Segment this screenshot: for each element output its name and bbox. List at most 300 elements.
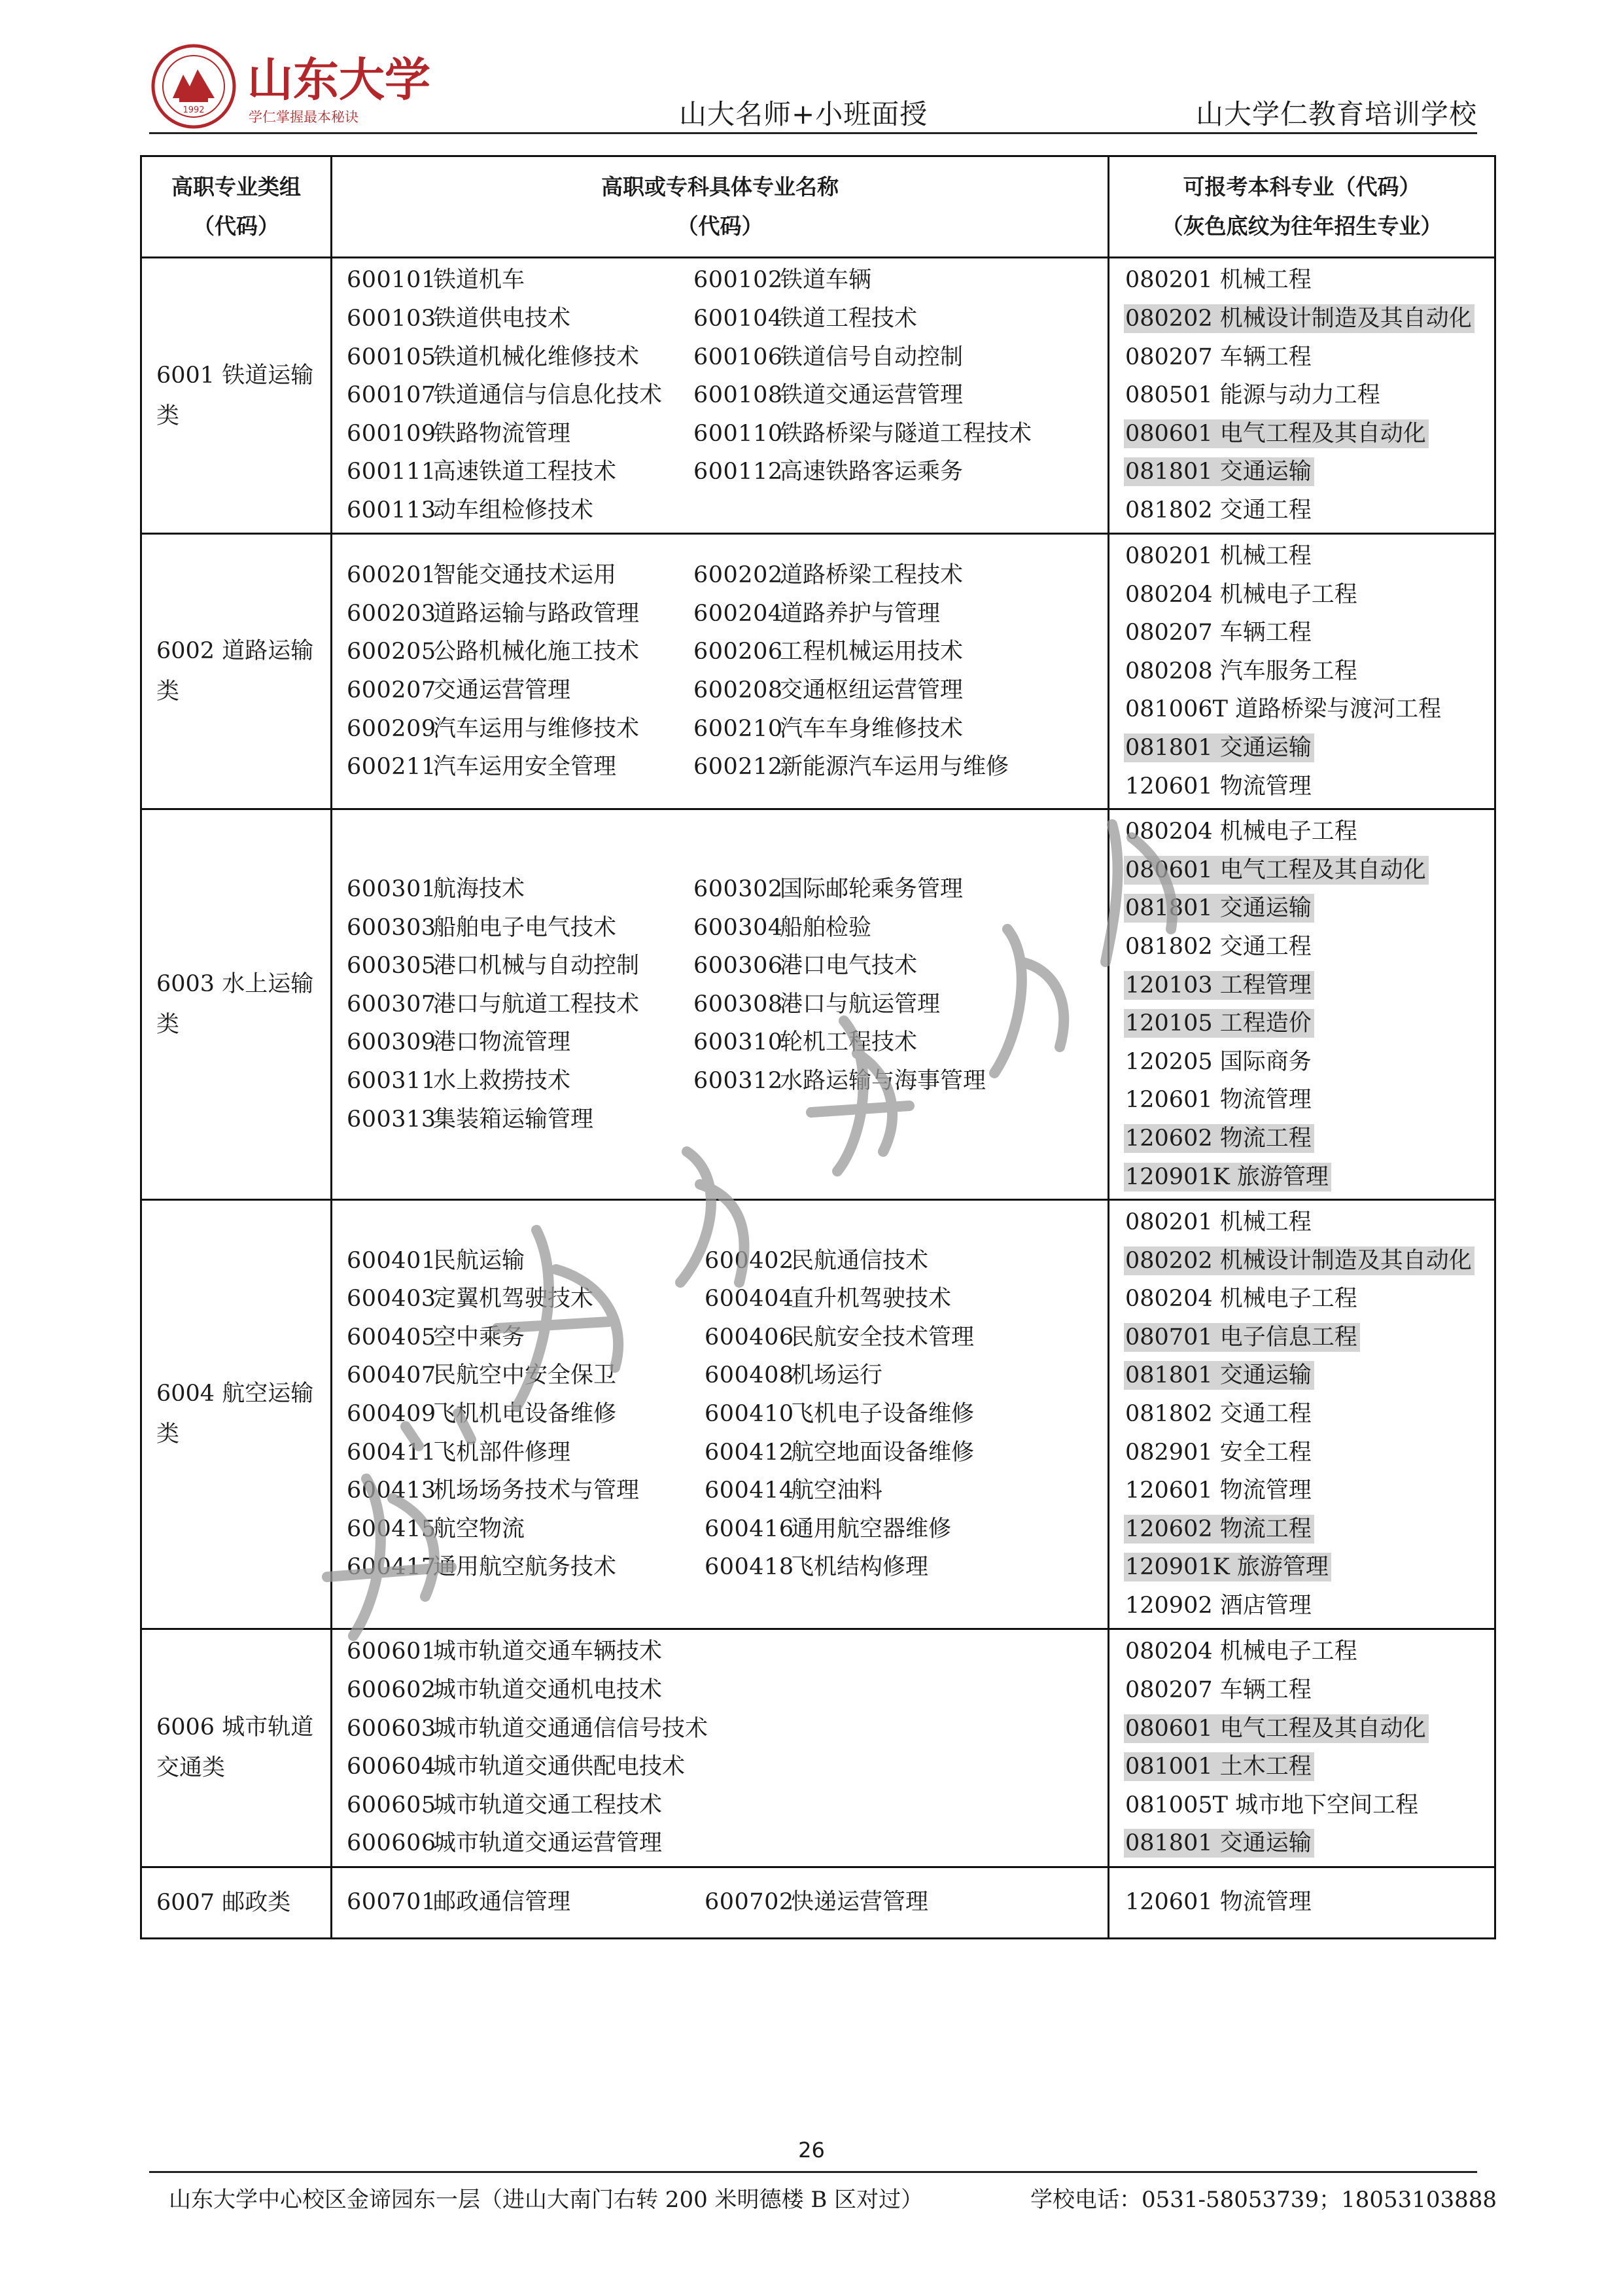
major-code: 600110 [693,420,783,447]
major-name: 邮政通信管理 [433,1889,571,1916]
target-major-text: 120602 物流工程 [1124,1515,1314,1544]
major-name: 智能交通技术运用 [433,562,617,589]
target-major-text: 080601 电气工程及其自动化 [1124,419,1429,448]
major-code: 600411 [347,1439,436,1466]
table-row [141,1200,1495,1629]
targets-cell [1109,258,1495,534]
major-code: 600212 [693,754,783,781]
major-name: 工程机械运用技术 [780,639,964,665]
target-major-text: 080202 机械设计制造及其自动化 [1124,304,1475,333]
major-item [693,595,1112,633]
target-major [1124,491,1494,530]
major-name: 空中乘务 [433,1324,525,1351]
target-major-text: 080201 机械工程 [1125,267,1312,294]
group-label: 6006 城市轨道 [156,1714,314,1741]
target-major-text: 080207 车辆工程 [1125,1676,1312,1703]
major-code: 600402 [705,1247,794,1274]
major-name: 铁道机车 [433,267,525,294]
major-name: 城市轨道交通车辆技术 [433,1638,663,1665]
major-code: 600602 [347,1676,436,1703]
target-major [1124,652,1494,691]
header-divider [149,132,1477,134]
major-item [347,748,693,786]
target-major-text: 120103 工程管理 [1124,971,1314,1000]
target-major-shaded [1124,1710,1494,1748]
table-row [141,534,1495,809]
majors-cell [332,534,1109,809]
target-major-shaded [1124,300,1494,338]
majors-cell [332,809,1109,1200]
footer-divider [149,2171,1477,2173]
table-row [141,1629,1495,1867]
major-name: 飞机部件修理 [433,1439,571,1466]
major-name: 道路桥梁工程技术 [780,562,964,589]
major-name: 城市轨道交通机电技术 [433,1676,663,1703]
target-major-text: 081801 交通运输 [1124,1361,1314,1390]
major-name: 航空物流 [433,1515,525,1542]
major-code: 600603 [347,1715,436,1742]
major-code: 600601 [347,1638,436,1665]
target-major-shaded [1124,1158,1494,1197]
target-major-text: 120601 物流管理 [1125,1477,1312,1504]
major-code: 600313 [347,1106,436,1133]
target-major-text: 120602 物流工程 [1124,1124,1314,1153]
major-code: 600311 [347,1068,436,1095]
major-item [347,261,693,300]
major-name: 道路运输与路政管理 [433,600,640,627]
target-major [1124,614,1494,652]
majors-cell [332,1867,1109,1938]
major-code: 600207 [347,677,436,704]
table-row [141,258,1495,534]
major-code: 600112 [693,459,783,486]
target-major [1124,338,1494,377]
major-code: 600413 [347,1477,436,1504]
major-name: 民航通信技术 [791,1247,929,1274]
major-name: 铁道供电技术 [433,306,571,332]
major-code: 600107 [347,382,436,409]
col-header-group-line2: （代码） [193,213,279,239]
target-major-shaded [1124,1004,1494,1043]
group-cell [141,1867,332,1938]
major-name: 铁道信号自动控制 [780,344,964,370]
major-item [347,415,693,453]
major-item [347,556,693,595]
group-label: 6001 铁道运输 [156,362,314,389]
major-item [693,947,1112,985]
table-row [141,1867,1495,1938]
target-major-shaded [1124,889,1494,928]
major-name: 机场场务技术与管理 [433,1477,640,1504]
group-label: 类 [156,1012,180,1038]
targets-list [1109,1881,1494,1924]
target-major-text: 081802 交通工程 [1125,933,1312,960]
targets-cell [1109,534,1495,809]
col-header-majors-line1: 高职或专科具体专业名称 [601,174,839,200]
major-code: 600105 [347,344,436,370]
major-code: 600415 [347,1515,436,1542]
major-name: 飞机机电设备维修 [433,1401,617,1428]
major-name: 铁道机械化维修技术 [433,344,640,370]
target-major-shaded [1124,1510,1494,1549]
target-major [1124,813,1494,851]
header-school-name: 山大学仁教育培训学校 [1195,98,1477,130]
major-name: 船舶电子电气技术 [433,914,617,941]
major-code: 600418 [705,1554,794,1581]
targets-list [1109,535,1494,808]
group-label: 6007 邮政类 [156,1889,291,1916]
target-major [1124,1472,1494,1510]
major-item [705,1242,1112,1280]
major-name: 航海技术 [433,876,525,903]
major-name: 新能源汽车运用与维修 [780,754,1009,781]
target-major-text: 120601 物流管理 [1125,1889,1312,1916]
group-label: 类 [156,1421,180,1448]
major-code: 600409 [347,1401,436,1428]
major-name: 港口与航运管理 [780,991,941,1017]
major-code: 600102 [693,267,783,294]
major-item [347,376,693,415]
majors-list [332,1242,1108,1587]
major-code: 600104 [693,306,783,332]
major-item [693,1023,1112,1062]
target-major [1124,1633,1494,1671]
major-code: 600204 [693,600,783,627]
majors-list [332,870,1108,1139]
group-cell [141,1629,332,1867]
major-name: 高速铁道工程技术 [433,459,617,486]
major-name: 水上救捞技术 [433,1068,571,1095]
major-code: 600208 [693,677,783,704]
major-item [693,415,1112,453]
major-name: 水路运输与海事管理 [780,1068,986,1095]
major-name: 交通运营管理 [433,677,571,704]
major-name: 汽车车身维修技术 [780,715,964,742]
major-item [693,909,1112,947]
header-slogan: 山大名师+小班面授 [679,98,928,130]
major-code: 600308 [693,991,783,1017]
major-item [347,1356,705,1395]
col-header-majors-line2: （代码） [676,213,763,239]
major-code: 600211 [347,754,436,781]
major-item [693,710,1112,749]
major-code: 600305 [347,953,436,980]
major-code: 600303 [347,914,436,941]
major-item [347,453,693,491]
target-major-text: 081005T 城市地下空间工程 [1125,1792,1419,1818]
target-major-text: 081801 交通运输 [1124,457,1314,486]
major-item [347,1318,705,1357]
major-item [347,1710,1106,1748]
major-code: 600106 [693,344,783,370]
majors-cell [332,1629,1109,1867]
major-name: 铁道交通运营管理 [780,382,964,409]
major-item [347,633,693,671]
major-name: 飞机结构修理 [791,1554,929,1581]
major-code: 600103 [347,306,436,332]
col-header-group [141,156,332,258]
target-major-shaded [1124,966,1494,1005]
target-major-text: 120902 酒店管理 [1125,1593,1312,1619]
major-item [705,1318,1112,1357]
major-code: 600307 [347,991,436,1017]
col-header-targets [1109,156,1495,258]
target-major-text: 080207 车辆工程 [1125,344,1312,370]
target-major [1124,261,1494,300]
major-name: 航空地面设备维修 [791,1439,975,1466]
major-name: 直升机驾驶技术 [791,1286,952,1313]
major-item [693,261,1112,300]
major-item [347,1548,705,1587]
major-item [347,1395,705,1434]
major-code: 600205 [347,639,436,665]
majors-list [332,556,1108,786]
major-code: 600304 [693,914,783,941]
major-item [705,1395,1112,1434]
target-major [1124,1883,1494,1922]
major-code: 600701 [347,1889,436,1916]
major-code: 600410 [705,1401,794,1428]
major-code: 600408 [705,1362,794,1389]
target-major [1124,1081,1494,1120]
major-item [347,338,693,377]
major-code: 600301 [347,876,436,903]
majors-list [332,1633,1108,1863]
major-name: 通用航空航务技术 [433,1554,617,1581]
major-item [347,671,693,710]
major-item [705,1280,1112,1318]
major-code: 600401 [347,1247,436,1274]
major-item [705,1510,1112,1549]
major-item [693,556,1112,595]
target-major-shaded [1124,453,1494,491]
major-code: 600604 [347,1754,436,1780]
target-major-text: 080202 机械设计制造及其自动化 [1124,1246,1475,1275]
group-label: 类 [156,402,180,429]
major-item [705,1883,1112,1922]
majors-cell [332,1200,1109,1629]
col-header-targets-line1: 可报考本科专业（代码） [1183,174,1421,200]
targets-cell [1109,809,1495,1200]
major-item [693,376,1112,415]
targets-cell [1109,1629,1495,1867]
major-name: 铁道工程技术 [780,306,918,332]
footer-phone: 学校电话：0531-58053739；18053103888 [1030,2187,1497,2213]
major-name: 集装箱运输管理 [433,1106,594,1133]
major-name: 铁道通信与信息化技术 [433,382,663,409]
target-major-text: 080204 机械电子工程 [1125,819,1357,845]
svg-text:学仁掌握最本秘诀: 学仁掌握最本秘诀 [249,109,358,125]
svg-text:山东大学: 山东大学 [247,52,430,107]
target-major-text: 081802 交通工程 [1125,1401,1312,1428]
major-code: 600202 [693,562,783,589]
major-item [693,1062,1112,1101]
major-name: 定翼机驾驶技术 [433,1286,594,1313]
table-row [141,809,1495,1200]
target-major-shaded [1124,415,1494,453]
target-major-text: 080501 能源与动力工程 [1125,382,1380,409]
table-body [141,258,1495,1939]
targets-list [1109,1630,1494,1865]
targets-list [1109,258,1494,532]
target-major-text: 120601 物流管理 [1125,773,1312,800]
major-item [347,909,693,947]
major-code: 600417 [347,1554,436,1581]
major-item [347,300,693,338]
target-major-text: 080201 机械工程 [1125,543,1312,569]
group-cell [141,1200,332,1629]
major-code: 600412 [705,1439,794,1466]
page-header [149,38,1477,135]
major-code: 600302 [693,876,783,903]
targets-cell [1109,1867,1495,1938]
target-major-text: 080204 机械电子工程 [1125,1638,1357,1665]
major-name: 道路养护与管理 [780,600,941,627]
target-major-text: 080701 电子信息工程 [1124,1323,1360,1352]
major-item [693,453,1112,491]
group-label: 交通类 [156,1755,226,1782]
table-header-row [141,156,1495,258]
major-code: 600206 [693,639,783,665]
major-name: 民航安全技术管理 [791,1324,975,1351]
target-major [1124,1043,1494,1082]
major-name: 港口机械与自动控制 [433,953,640,980]
target-major-shaded [1124,851,1494,890]
target-major [1124,537,1494,576]
target-major-shaded [1124,1318,1494,1357]
major-item [347,1101,693,1139]
major-code: 600109 [347,420,436,447]
major-item [347,1824,1106,1863]
major-name: 铁路物流管理 [433,420,571,447]
major-code: 600201 [347,562,436,589]
major-code: 600406 [705,1324,794,1351]
target-major [1124,690,1494,729]
target-major-text: 081801 交通运输 [1124,733,1314,762]
target-major [1124,376,1494,415]
major-name: 港口与航道工程技术 [433,991,640,1017]
major-item [347,1434,705,1472]
major-item [705,1548,1112,1587]
major-name: 城市轨道交通工程技术 [433,1792,663,1818]
major-name: 动车组检修技术 [433,497,594,523]
major-code: 600310 [693,1029,783,1056]
major-name: 城市轨道交通通信信号技术 [433,1715,708,1742]
target-major [1124,1395,1494,1434]
major-item [347,985,693,1024]
major-item [693,633,1112,671]
major-item [705,1472,1112,1510]
major-code: 600702 [705,1889,794,1916]
major-item [693,338,1112,377]
major-code: 600306 [693,953,783,980]
target-major [1124,1587,1494,1625]
target-major-text: 120205 国际商务 [1125,1048,1312,1075]
group-label: 6003 水上运输 [156,971,314,998]
target-major-text: 081006T 道路桥梁与渡河工程 [1125,696,1442,723]
major-code: 600414 [705,1477,794,1504]
majors-cell [332,258,1109,534]
major-item [705,1356,1112,1395]
group-cell [141,534,332,809]
major-name: 船舶检验 [780,914,872,941]
major-name: 轮机工程技术 [780,1029,918,1056]
major-name: 汽车运用安全管理 [433,754,617,781]
group-label: 6004 航空运输 [156,1381,314,1407]
target-major-text: 081802 交通工程 [1125,497,1312,523]
targets-list [1109,1201,1494,1628]
major-item [693,985,1112,1024]
major-code: 600605 [347,1792,436,1818]
major-item [347,1786,1106,1825]
major-code: 600403 [347,1286,436,1313]
target-major [1124,1434,1494,1472]
major-item [347,1671,1106,1710]
major-code: 600312 [693,1068,783,1095]
major-code: 600416 [705,1515,794,1542]
target-major-text: 080204 机械电子工程 [1125,1286,1357,1313]
major-item [347,1280,705,1318]
major-name: 城市轨道交通供配电技术 [433,1754,686,1780]
group-label: 6002 道路运输 [156,638,314,665]
major-name: 飞机电子设备维修 [791,1401,975,1428]
target-major-shaded [1124,729,1494,768]
majors-list [332,261,1108,529]
major-item [347,870,693,909]
target-major-text: 080601 电气工程及其自动化 [1124,1714,1429,1743]
major-code: 600113 [347,497,436,523]
major-item [693,870,1112,909]
major-name: 港口电气技术 [780,953,918,980]
major-item [347,1748,1106,1786]
major-item [347,1510,705,1549]
majors-list [332,1883,1108,1922]
major-code: 600404 [705,1286,794,1313]
major-item [347,1242,705,1280]
target-major [1124,1203,1494,1242]
major-name: 港口物流管理 [433,1029,571,1056]
major-name: 国际邮轮乘务管理 [780,876,964,903]
major-item [693,671,1112,710]
target-major-shaded [1124,1242,1494,1280]
target-major-text: 081801 交通运输 [1124,1829,1314,1858]
svg-text:1992: 1992 [183,105,205,115]
group-label: 类 [156,679,180,705]
major-name: 公路机械化施工技术 [433,639,640,665]
target-major-text: 120901K 旅游管理 [1124,1163,1331,1192]
major-item [347,491,693,530]
university-logo [149,38,430,135]
target-major-text: 080201 机械工程 [1125,1209,1312,1236]
major-mapping-table [140,155,1496,1939]
major-code: 600309 [347,1029,436,1056]
target-major-text: 081001 土木工程 [1124,1752,1314,1781]
target-major [1124,1786,1494,1825]
target-major-text: 080208 汽车服务工程 [1125,658,1357,684]
major-name: 通用航空器维修 [791,1515,952,1542]
major-item [693,748,1112,786]
group-cell [141,809,332,1200]
targets-cell [1109,1200,1495,1629]
group-cell [141,258,332,534]
major-code: 600606 [347,1830,436,1857]
major-name: 铁道车辆 [780,267,872,294]
target-major-shaded [1124,1748,1494,1786]
target-major [1124,928,1494,966]
major-item [693,300,1112,338]
major-item [347,1472,705,1510]
target-major-text: 080207 车辆工程 [1125,620,1312,646]
